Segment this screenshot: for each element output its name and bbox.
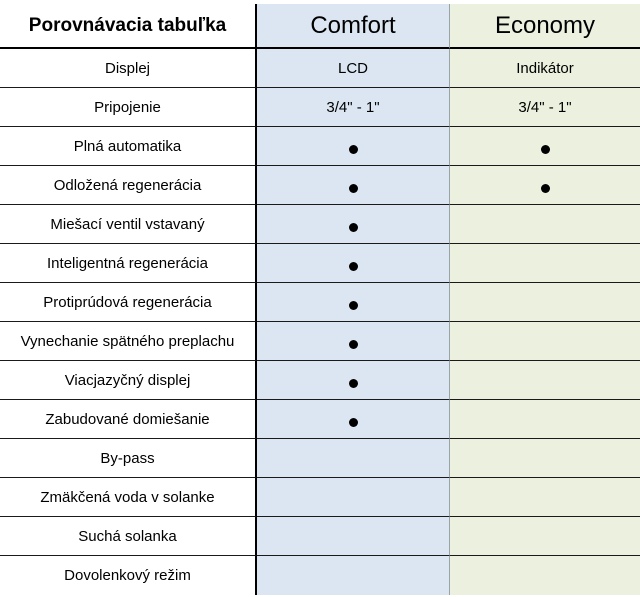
row-label: Inteligentná regenerácia	[0, 244, 257, 283]
economy-dot-cell	[450, 439, 640, 478]
feature-dot-icon	[349, 340, 358, 349]
comfort-dot-cell	[257, 166, 450, 205]
economy-dot-cell	[450, 205, 640, 244]
feature-dot-icon	[349, 223, 358, 232]
feature-dot-icon	[349, 418, 358, 427]
economy-dot-cell	[450, 166, 640, 205]
economy-dot-cell	[450, 322, 640, 361]
row-label: Vynechanie spätného preplachu	[0, 322, 257, 361]
economy-dot-cell	[450, 244, 640, 283]
economy-dot-cell	[450, 556, 640, 595]
row-label: Dovolenkový režim	[0, 556, 257, 595]
comparison-table	[0, 4, 640, 597]
economy-value: 3/4" - 1"	[450, 88, 640, 127]
comfort-value: LCD	[257, 49, 450, 88]
feature-dot-icon	[349, 262, 358, 271]
comfort-dot-cell	[257, 244, 450, 283]
row-label: Odložená regenerácia	[0, 166, 257, 205]
row-label: Miešací ventil vstavaný	[0, 205, 257, 244]
comfort-dot-cell	[257, 322, 450, 361]
column-header-economy: Economy	[450, 4, 640, 49]
row-label: Plná automatika	[0, 127, 257, 166]
comfort-value: 3/4" - 1"	[257, 88, 450, 127]
comfort-dot-cell	[257, 556, 450, 595]
feature-dot-icon	[349, 301, 358, 310]
row-label: Zabudované domiešanie	[0, 400, 257, 439]
comfort-dot-cell	[257, 439, 450, 478]
feature-dot-icon	[349, 184, 358, 193]
table-title: Porovnávacia tabuľka	[0, 4, 257, 49]
row-label: Zmäkčená voda v solanke	[0, 478, 257, 517]
feature-dot-icon	[349, 379, 358, 388]
economy-dot-cell	[450, 127, 640, 166]
economy-dot-cell	[450, 361, 640, 400]
economy-dot-cell	[450, 400, 640, 439]
row-label: Suchá solanka	[0, 517, 257, 556]
economy-dot-cell	[450, 283, 640, 322]
feature-dot-icon	[541, 145, 550, 154]
comfort-dot-cell	[257, 361, 450, 400]
comfort-dot-cell	[257, 517, 450, 556]
comfort-dot-cell	[257, 205, 450, 244]
row-label: By-pass	[0, 439, 257, 478]
economy-dot-cell	[450, 478, 640, 517]
economy-dot-cell	[450, 517, 640, 556]
row-label: Displej	[0, 49, 257, 88]
comfort-dot-cell	[257, 478, 450, 517]
column-header-comfort: Comfort	[257, 4, 450, 49]
comfort-dot-cell	[257, 400, 450, 439]
row-label: Pripojenie	[0, 88, 257, 127]
row-label: Protiprúdová regenerácia	[0, 283, 257, 322]
row-label: Viacjazyčný displej	[0, 361, 257, 400]
economy-value: Indikátor	[450, 49, 640, 88]
comfort-dot-cell	[257, 283, 450, 322]
feature-dot-icon	[541, 184, 550, 193]
feature-dot-icon	[349, 145, 358, 154]
comfort-dot-cell	[257, 127, 450, 166]
